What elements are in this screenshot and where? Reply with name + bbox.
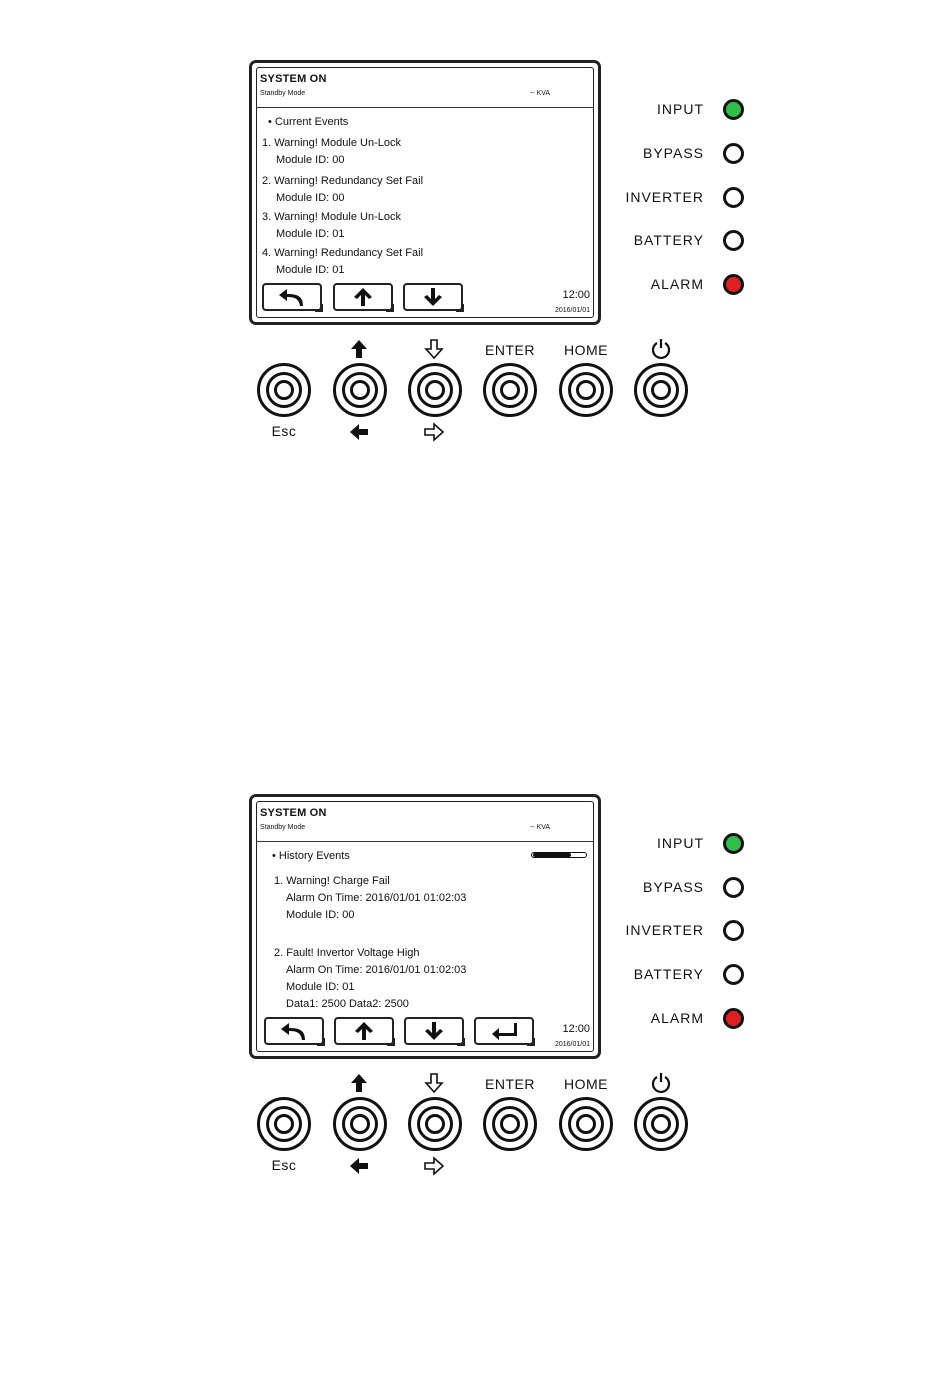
battery-led-icon: [723, 230, 744, 251]
event-line: 2. Fault! Invertor Voltage High: [274, 947, 420, 959]
ups-panel-history-events: [0, 734, 950, 1204]
enter-icon: [489, 1020, 519, 1042]
home-button[interactable]: [559, 363, 613, 417]
up-softkey[interactable]: [334, 1017, 394, 1045]
indicator-label-alarm: ALARM: [650, 1010, 704, 1026]
up-arrow-icon: [348, 286, 378, 308]
event-line: Module ID: 01: [286, 981, 355, 993]
event-line: Alarm On Time: 2016/01/01 01:02:03: [286, 892, 467, 904]
indicator-label-bypass: BYPASS: [643, 145, 704, 161]
up-arrow-solid-icon: [348, 1072, 370, 1094]
event-line: Module ID: 00: [286, 909, 355, 921]
lcd-mode: Standby Mode: [260, 90, 306, 97]
indicator-label-bypass: BYPASS: [643, 879, 704, 895]
event-line: 3. Warning! Module Un-Lock: [262, 211, 401, 223]
power-icon: [650, 1071, 672, 1093]
home-label: HOME: [564, 342, 608, 358]
indicator-label-battery: BATTERY: [633, 966, 704, 982]
lcd-heading: • Current Events: [268, 116, 349, 128]
indicator-label-input: INPUT: [657, 101, 704, 117]
enter-softkey[interactable]: [474, 1017, 534, 1045]
up-arrow-icon: [349, 1020, 379, 1042]
power-button[interactable]: [634, 363, 688, 417]
left-arrow-solid-icon: [348, 421, 370, 443]
back-softkey[interactable]: [264, 1017, 324, 1045]
battery-led-icon: [723, 964, 744, 985]
event-line: Data1: 2500 Data2: 2500: [286, 998, 409, 1010]
enter-label: ENTER: [485, 342, 535, 358]
esc-button[interactable]: [257, 363, 311, 417]
event-line: 4. Warning! Redundancy Set Fail: [262, 247, 424, 259]
indicator-label-alarm: ALARM: [650, 276, 704, 292]
scroll-thumb[interactable]: [533, 853, 571, 857]
input-led-icon: [723, 833, 744, 854]
indicator-label-input: INPUT: [657, 835, 704, 851]
lcd-date: 2016/01/01: [554, 1041, 590, 1048]
lcd-title: SYSTEM ON: [260, 807, 327, 819]
down-arrow-icon: [419, 1020, 449, 1042]
lcd-divider: [256, 841, 594, 842]
back-icon: [279, 1020, 309, 1042]
back-softkey[interactable]: [262, 283, 322, 311]
enter-button[interactable]: [483, 363, 537, 417]
down-softkey[interactable]: [403, 283, 463, 311]
event-line: 1. Warning! Module Un-Lock: [262, 137, 401, 149]
right-arrow-outline-icon: [423, 1155, 445, 1177]
down-right-button[interactable]: [408, 1097, 462, 1151]
power-icon: [650, 337, 672, 359]
up-left-button[interactable]: [333, 1097, 387, 1151]
lcd-heading: • History Events: [272, 850, 350, 862]
bypass-led-icon: [723, 143, 744, 164]
event-line: Alarm On Time: 2016/01/01 01:02:03: [286, 964, 467, 976]
bypass-led-icon: [723, 877, 744, 898]
down-arrow-outline-icon: [423, 338, 445, 360]
down-right-button[interactable]: [408, 363, 462, 417]
up-left-button[interactable]: [333, 363, 387, 417]
lcd-mode: Standby Mode: [260, 824, 306, 831]
lcd-screen: [249, 60, 601, 325]
event-line: Module ID: 01: [276, 264, 345, 276]
input-led-icon: [723, 99, 744, 120]
inverter-led-icon: [723, 187, 744, 208]
down-arrow-icon: [418, 286, 448, 308]
enter-label: ENTER: [485, 1076, 535, 1092]
home-label: HOME: [564, 1076, 608, 1092]
lcd-kva: -- KVA: [530, 90, 551, 97]
up-softkey[interactable]: [333, 283, 393, 311]
lcd-kva: -- KVA: [530, 824, 551, 831]
home-button[interactable]: [559, 1097, 613, 1151]
lcd-divider: [256, 107, 594, 108]
esc-button[interactable]: [257, 1097, 311, 1151]
lcd-clock: 12:00: [562, 289, 590, 301]
up-arrow-solid-icon: [348, 338, 370, 360]
lcd-title: SYSTEM ON: [260, 73, 327, 85]
event-line: Module ID: 00: [276, 192, 345, 204]
ups-panel-current-events: [0, 0, 950, 470]
event-line: 1. Warning! Charge Fail: [274, 875, 390, 887]
esc-label: Esc: [271, 1157, 297, 1173]
down-arrow-outline-icon: [423, 1072, 445, 1094]
down-softkey[interactable]: [404, 1017, 464, 1045]
event-line: 2. Warning! Redundancy Set Fail: [262, 175, 424, 187]
event-line: Module ID: 01: [276, 228, 345, 240]
alarm-led-icon: [723, 274, 744, 295]
indicator-label-inverter: INVERTER: [625, 189, 704, 205]
indicator-label-battery: BATTERY: [633, 232, 704, 248]
lcd-clock: 12:00: [562, 1023, 590, 1035]
left-arrow-solid-icon: [348, 1155, 370, 1177]
alarm-led-icon: [723, 1008, 744, 1029]
back-icon: [277, 286, 307, 308]
power-button[interactable]: [634, 1097, 688, 1151]
scroll-indicator[interactable]: [531, 852, 587, 858]
indicator-label-inverter: INVERTER: [625, 922, 704, 938]
lcd-screen: [249, 794, 601, 1059]
right-arrow-outline-icon: [423, 421, 445, 443]
enter-button[interactable]: [483, 1097, 537, 1151]
esc-label: Esc: [271, 423, 297, 439]
inverter-led-icon: [723, 920, 744, 941]
event-line: Module ID: 00: [276, 154, 345, 166]
lcd-date: 2016/01/01: [554, 307, 590, 314]
